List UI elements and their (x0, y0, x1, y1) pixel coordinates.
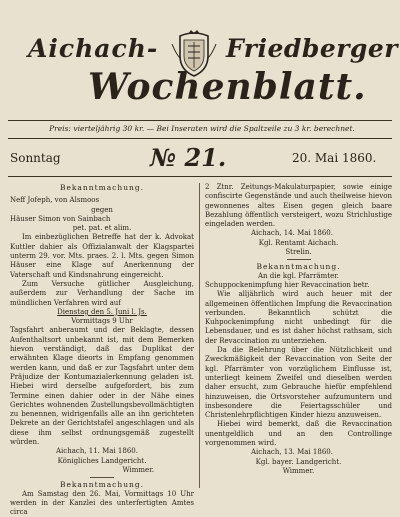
notice-body: Zum Versuche gütlicher Ausgleichung, außerdem zur Verhandlung der Sache im mündlichen Verfahren wird auf (10, 280, 194, 308)
notice-body: Hiebei wird bemerkt, daß die Revaccination unentgeldlich und an den Controllinge vorgenommen wird. (205, 420, 392, 448)
notice-authority: Kgl. Rentamt Aichach. (205, 239, 392, 248)
notice-body: Im einbezüglichen Betreffe hat der k. Advokat Kuttler dahier als Offizialanwalt der Klagspartei unterm 29. vor. Mts. praes. 2. l. Mts. gegen Simon Häuser eine Klage auf Anerkennung der Vaterschaft und Kindsnahrung eingereicht. (10, 233, 194, 279)
notice-heading: Bekanntmachung. (205, 262, 392, 271)
masthead-title-right: Friedberger (226, 34, 396, 63)
notice-signature: Strelin. (205, 248, 392, 257)
masthead (0, 28, 400, 108)
notice-authority: Königliches Landgericht. (10, 457, 194, 466)
notice-body: 2 Ztnr. Zeitungs-Makulaturpapier, sowie einige confiscirte Gegenstände und auch theilweise hievon gewonnenes altes Eisen gegen gleich baare Bezahlung öffentlich versteigert, wozu Strichlustige eingeladen werden. (205, 183, 392, 229)
notice-place-date: Aichach, 13. Mai 1860. (205, 448, 392, 457)
divider (8, 176, 392, 177)
notice-heading: Bekanntmachung. (10, 183, 194, 192)
right-column (205, 183, 392, 476)
party-versus: gegen (10, 206, 194, 215)
issue-dateline (0, 143, 400, 173)
left-column (10, 183, 194, 517)
masthead-title-left: Aichach- (28, 34, 178, 63)
party-defendant: Häuser Simon von Sainbach (10, 215, 194, 224)
divider (8, 138, 392, 139)
hearing-time: Vormittags 9 Uhr (10, 317, 194, 326)
case-subject: pet. pat. et alim. (10, 224, 194, 233)
divider (90, 477, 114, 478)
notice-body: Am Samstag den 26. Mai, Vormittags 10 Uhr werden in der Kanzlei des unterfertigten Amtes circa (10, 490, 194, 517)
issue-number: № 21. (150, 143, 226, 172)
notice-body: Tagsfahrt anberaumt und der Beklagte, dessen Aufenthaltsort unbekannt ist, mit dem Bemerken hievon verständigt, daß das Duplikat der erwähnten Klage dieorts in Empfang genommen werden kann, und daß er zur Tagsfahrt unter dem Präjudize der Kontumazialerkennung geladen ist. Hiebei wird derselbe aufgefordert, bis zum Termine einen dahier oder in der Nähe eines Gerichtes wohnenden Zustellungsbevollmächtigten zu benennen, widrigenfalls alle an ihn gerichteten Dekrete an der Gerichtstafel angeschlagen und als diese ihm selbst ordnungsgemäß zugestellt würden. (10, 326, 194, 447)
notice-place-date: Aichach, 11. Mai 1860. (10, 447, 194, 456)
notice-body: Wie alljährlich wird auch heuer mit der allgemeinen öffentlichen Impfung die Revaccination verbunden. Bekanntlich schützt die Kuhpockenimpfung nicht unbedingt für die Lebensdauer, und es ist daher höchst rathsam, sich der Revaccination zu unterziehen. (205, 290, 392, 346)
notice-signature: Wimmer. (205, 467, 392, 476)
notice-place-date: Aichach, 14. Mai 1860. (205, 229, 392, 238)
issue-date: 20. Mai 1860. (292, 151, 376, 165)
divider (287, 259, 311, 260)
notice-signature: Wimmer. (10, 466, 194, 475)
notice-heading: Bekanntmachung. (10, 480, 194, 489)
notice-body: Da die Belehrung über die Nützlichkeit und Zweckmäßigkeit der Revaccination von Seite der kgl. Pfarrämter von vorzüglichem Einflusse ist, unterliegt keinem Zweifel und dieselben werden daher ersucht, zum Gebrauche hiefür empfehlend hinzuweisen, die Ortsvorsteher aufzumuntern und insbesondere die Feiertagsschüler und Christenlehrpflichtigen Kinder hiezu anzuweisen. (205, 346, 392, 420)
notice-authority: Kgl. bayer. Landgericht. (205, 458, 392, 467)
hearing-date: Dienstag den 5. Juni l. Js. (10, 308, 194, 317)
party-plaintiff: Neff Jofeph, von Alsmoos (10, 196, 194, 205)
divider (8, 120, 392, 121)
issue-day: Sonntag (10, 151, 61, 165)
masthead-title-main: Wochenblatt. (88, 66, 328, 108)
notice-subject: Schuppockenimpfung hier Revaccination betr. (205, 281, 392, 290)
price-line: Preis: vierteljährig 30 kr. — Bei Inseraten wird die Spaltzeile zu 3 kr. berechnet. (12, 124, 392, 133)
notice-addressee: An die kgl. Pfarrämter. (205, 272, 392, 281)
column-divider (199, 183, 200, 488)
